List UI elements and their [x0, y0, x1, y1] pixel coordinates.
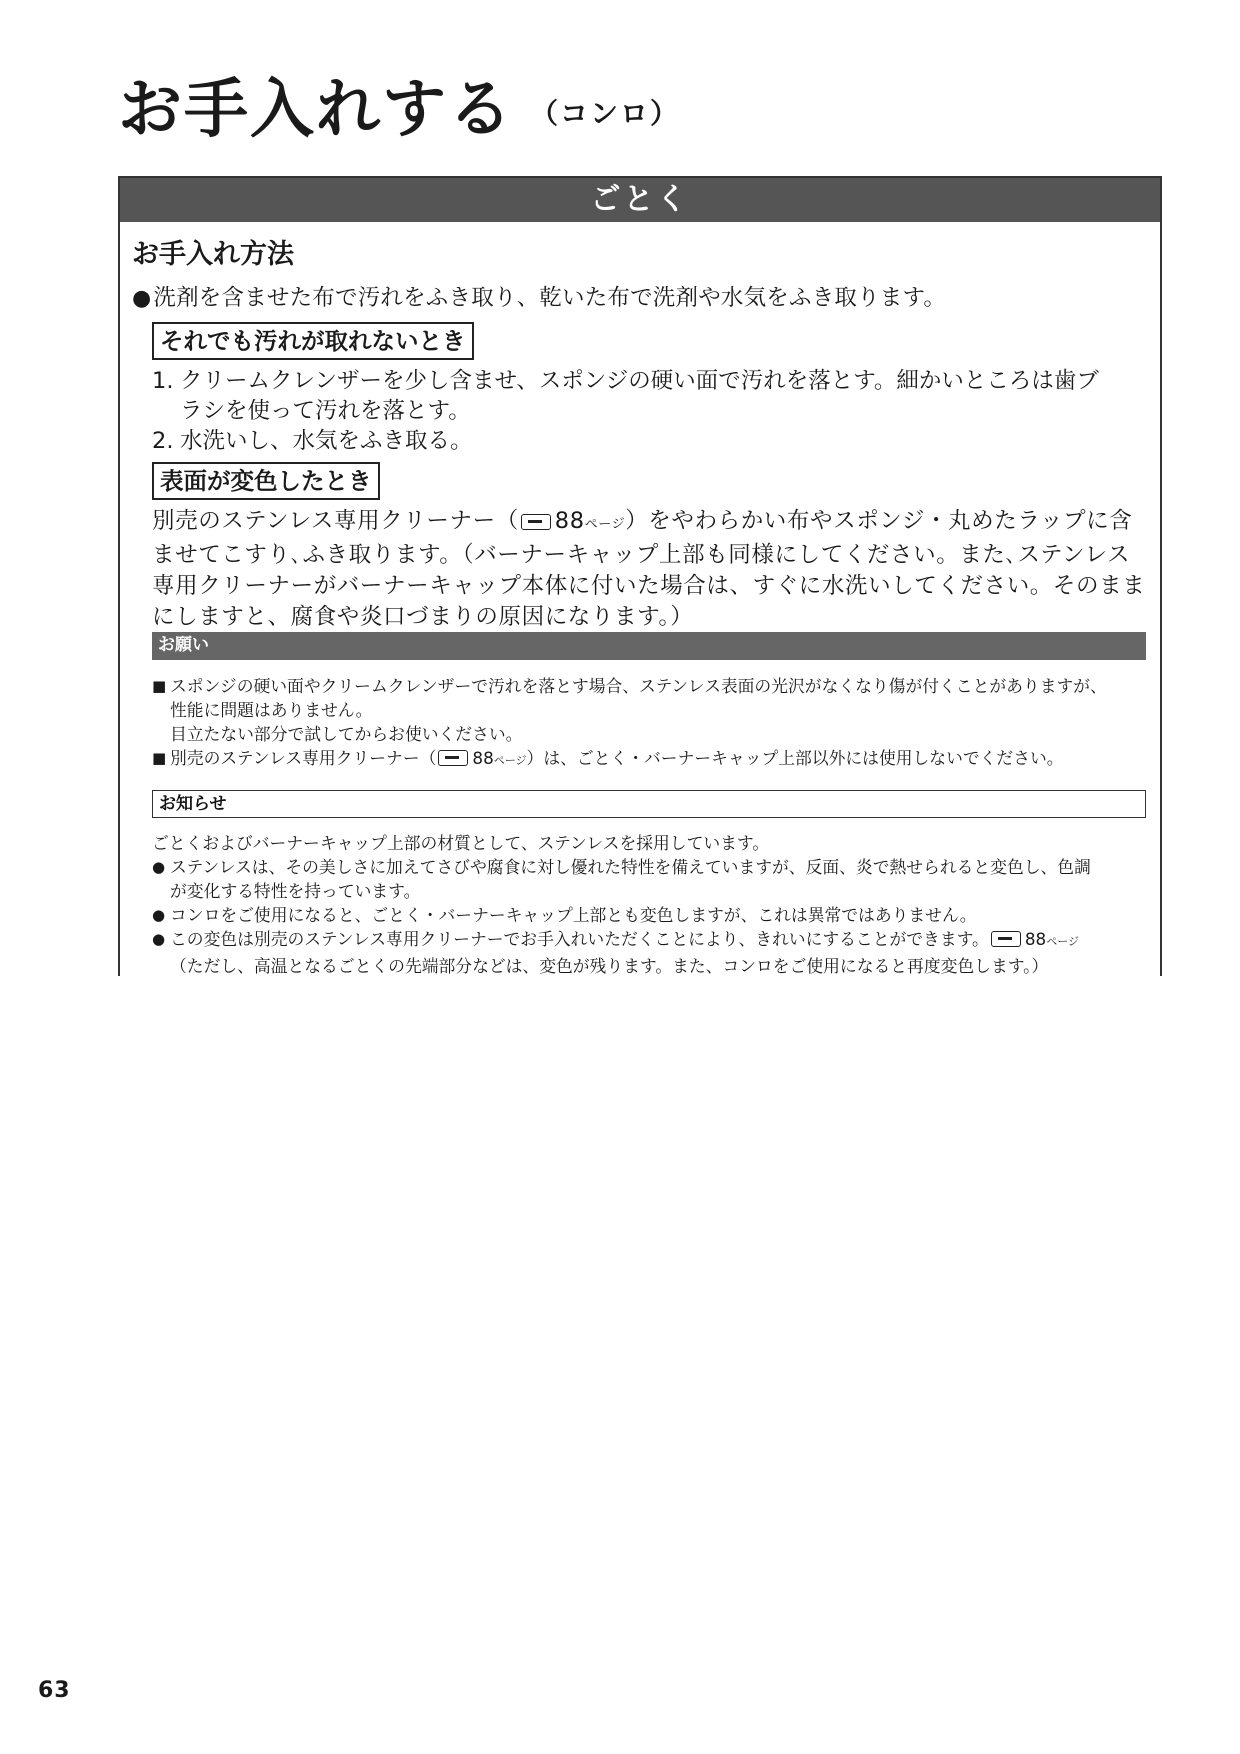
- request-label-bar: お願い: [152, 632, 1146, 660]
- step-item: [152, 426, 1142, 456]
- info-intro: ごとくおよびバーナーキャップ上部の材質として、ステンレスを採用しています。: [152, 833, 770, 853]
- ref-page-unit: ページ: [493, 754, 527, 767]
- page-title-main: お手入れする: [118, 73, 514, 147]
- pointing-hand-icon: [438, 750, 468, 766]
- ref-page-number: 88: [472, 748, 494, 768]
- note-text: 別売のステンレス専用クリーナー（: [170, 748, 437, 768]
- info-notes: [152, 831, 1146, 978]
- info-label-bar: お知らせ: [152, 790, 1146, 818]
- discoloration-paragraph: [152, 506, 1148, 633]
- subsection-title-discoloration: 表面が変色したとき: [152, 462, 380, 500]
- note-line: 目立たない部分で試してからお使いください。: [170, 724, 523, 744]
- page-title: [118, 73, 681, 147]
- square-bullet-icon: ■: [152, 749, 167, 767]
- bullet-icon: ●: [132, 286, 152, 311]
- section-header: ごとく: [120, 178, 1160, 222]
- note-line: スポンジの硬い面やクリームクレンザーで汚れを落とす場合、ステンレス表面の光沢がなくなり傷が付くことがありますが、: [170, 676, 1107, 696]
- step-text-line: クリームクレンザーを少し含ませ、スポンジの硬い面で汚れを落とす。細かいところは歯ブ: [180, 368, 1099, 394]
- section-heading: お手入れ方法: [132, 239, 294, 270]
- info-note-item: [152, 903, 1146, 927]
- lead-instruction: [132, 280, 946, 312]
- ref-page-unit: ページ: [1046, 935, 1079, 948]
- ref-page-unit: ページ: [584, 517, 626, 532]
- pointing-hand-icon: [991, 931, 1021, 947]
- subsection-title-stubborn-dirt: それでも汚れが取れないとき: [152, 322, 474, 360]
- request-notes: [152, 674, 1146, 773]
- square-bullet-icon: ■: [152, 677, 167, 695]
- note-line: [170, 927, 1146, 954]
- request-note-item: [152, 746, 1146, 773]
- step-number: 1.: [152, 368, 174, 394]
- note-line: 性能に問題はありません。: [170, 700, 373, 720]
- bullet-icon: ●: [152, 906, 166, 924]
- section-frame: [118, 176, 1162, 976]
- step-item: [152, 366, 1142, 426]
- info-note-item: [152, 855, 1146, 903]
- page-title-sub: （コンロ）: [530, 97, 681, 130]
- note-line: [170, 746, 1146, 773]
- step-number: 2.: [152, 428, 174, 454]
- note-line: が変化する特性を持っています。: [170, 881, 421, 901]
- note-line: ステンレスは、その美しさに加えてさびや腐食に対し優れた特性を備えていますが、反面、炎で熱せられると変色し、色調: [170, 857, 1091, 877]
- note-line: コンロをご使用になると、ごとく・バーナーキャップ上部とも変色しますが、これは異常ではありません。: [170, 905, 977, 925]
- lead-text: 洗剤を含ませた布で汚れをふき取り、乾いた布で洗剤や水気をふき取ります。: [153, 285, 947, 311]
- request-note-item: [152, 674, 1146, 746]
- bullet-icon: ●: [152, 858, 166, 876]
- step-text-line: 水洗いし、水気をふき取る。: [180, 428, 473, 454]
- note-line: （ただし、高温となるごとくの先端部分などは、変色が残ります。また、コンロをご使用になると再度変色します。）: [170, 956, 1049, 976]
- note-text: ）は、ごとく・バーナーキャップ上部以外には使用しないでください。: [526, 748, 1064, 768]
- ref-page-number: 88: [1024, 929, 1047, 949]
- para-text: ）をやわらかい布やスポンジ・丸めたラップに含ませてこすり､ふき取ります。（バーナーキャップ上部も同様にしてください。また､ステンレス専用クリーナーがバーナーキャップ本体に付いた場合は、すぐに水洗いしてください。そのままにしますと、腐食や炎口づまりの原因になります。）: [152, 508, 1146, 630]
- ref-page-number: 88: [554, 508, 585, 534]
- page-number: 63: [38, 1678, 71, 1703]
- step-text-line: ラシを使って汚れを落とす。: [180, 398, 471, 424]
- step-list: [152, 366, 1142, 456]
- note-text: この変色は別売のステンレス専用クリーナーでお手入れいただくことにより、きれいにすることができます。: [170, 929, 989, 949]
- info-note-item: [152, 927, 1146, 978]
- pointing-hand-icon: [521, 514, 551, 530]
- bullet-icon: ●: [152, 930, 166, 948]
- para-text: 別売のステンレス専用クリーナー（: [152, 508, 519, 534]
